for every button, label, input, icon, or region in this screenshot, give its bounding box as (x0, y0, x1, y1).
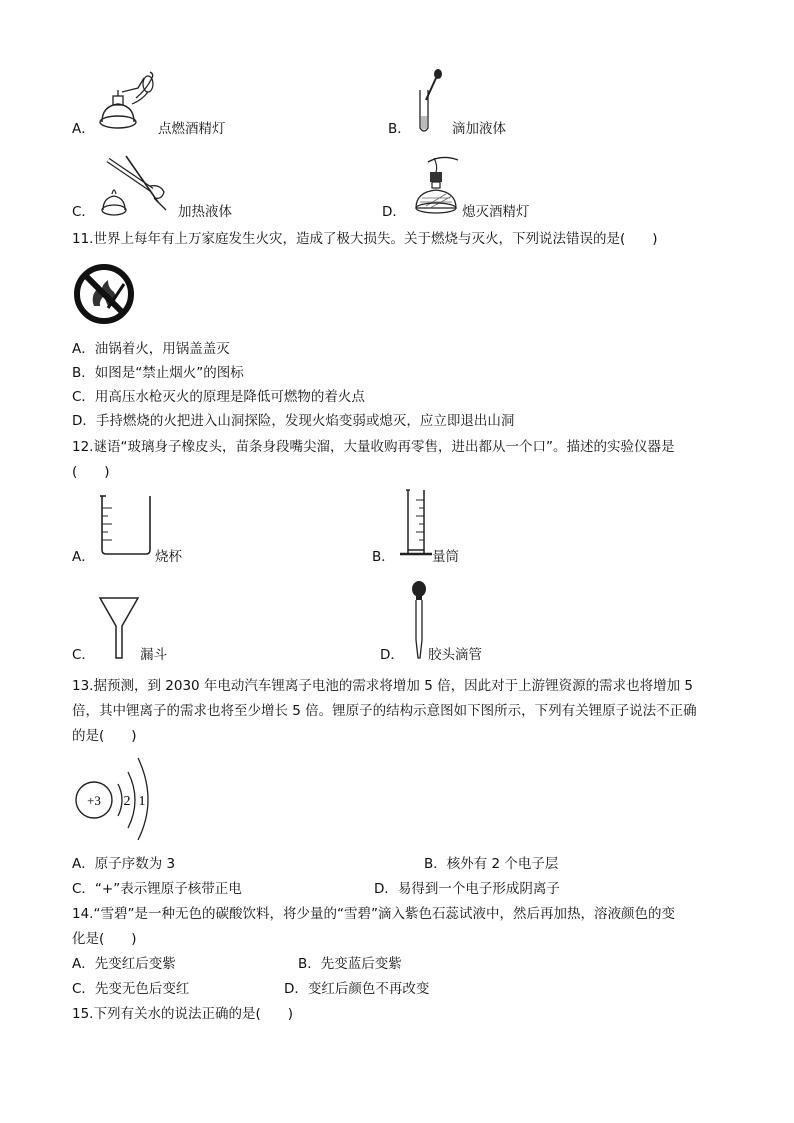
q13-stem-line-2: 倍，其中锂离子的需求也将至少增长 5 倍。锂原子的结构示意图如下图所示，下列有关锂原子说法不正确 (72, 703, 697, 719)
q14-stem-line-2: 化是( ) (72, 931, 137, 947)
shell-1-electron-count: 2 (123, 794, 131, 809)
figure-graduated-cylinder (398, 488, 434, 560)
q10-option-d-label: 熄灭酒精灯 (462, 204, 530, 220)
q13-stem-line-3: 的是( ) (72, 728, 137, 744)
figure-drop-liquid (414, 68, 448, 136)
q14-option-b: B．先变蓝后变紫 (298, 956, 402, 972)
q10-option-d-letter: D． (382, 204, 406, 220)
q12-option-b-label: 量筒 (432, 549, 459, 565)
q15-stem: 15.下列有关水的说法正确的是( ) (72, 1006, 294, 1022)
figure-funnel (98, 596, 140, 662)
q10-option-b-label: 滴加液体 (452, 121, 506, 137)
q14-stem-line-1: 14.“雪碧”是一种无色的碳酸饮料，将少量的“雪碧”滴入紫色石蕊试液中，然后再加热，溶液颜色的变 (72, 906, 675, 922)
q13-option-c: C．“+”表示锂原子核带正电 (72, 881, 242, 897)
no-fireworks-sign-icon (72, 262, 136, 326)
q12-option-a-letter: A． (72, 549, 95, 565)
q11-stem: 11.世界上每年有上万家庭发生火灾，造成了极大损失。关于燃烧与灭火，下列说法错误的是( ) (72, 231, 658, 247)
q10-option-c-letter: C． (72, 204, 95, 220)
q12-option-d-letter: D． (380, 647, 404, 663)
q12-option-d-label: 胶头滴管 (428, 647, 482, 663)
figure-dropper (408, 580, 430, 662)
q14-option-a: A．先变红后变紫 (72, 956, 176, 972)
q12-option-b-letter: B． (372, 549, 395, 565)
q10-option-a-letter: A． (72, 121, 95, 137)
q13-option-b: B．核外有 2 个电子层 (424, 856, 559, 872)
lithium-atom-structure-diagram (72, 752, 158, 842)
q12-option-c-label: 漏斗 (140, 647, 167, 663)
q11-option-b: B．如图是“禁止烟火”的图标 (72, 365, 244, 381)
q12-option-a-label: 烧杯 (155, 549, 182, 565)
q10-option-b-letter: B． (388, 121, 411, 137)
figure-heat-liquid (98, 150, 174, 218)
q12-stem-line-2: ( ) (72, 464, 110, 480)
figure-extinguish-alcohol-lamp (408, 150, 468, 218)
q13-stem-line-1: 13.据预测，到 2030 年电动汽车锂离子电池的需求将增加 5 倍，因此对于上游锂资源的需求也将增加 5 (72, 678, 693, 694)
q11-option-a: A．油锅着火，用锅盖盖灭 (72, 341, 230, 357)
figure-light-alcohol-lamp (96, 70, 158, 132)
q14-option-d: D．变红后颜色不再改变 (284, 981, 430, 997)
q13-option-a: A．原子序数为 3 (72, 856, 176, 872)
figure-beaker (98, 492, 154, 556)
q14-option-c: C．先变无色后变红 (72, 981, 190, 997)
q11-option-d: D．手持燃烧的火把进入山洞探险，发现火焰变弱或熄灭，应立即退出山洞 (72, 413, 515, 429)
shell-2-electron-count: 1 (138, 794, 146, 809)
q12-stem-line-1: 12.谜语“玻璃身子橡皮头，苗条身段嘴尖溜，大量收购再零售，进出都从一个口”。描述的实验仪器是 (72, 439, 675, 455)
q12-option-c-letter: C． (72, 647, 95, 663)
q10-option-a-label: 点燃酒精灯 (158, 121, 226, 137)
q10-option-c-label: 加热液体 (178, 204, 232, 220)
nucleus-charge-label: +3 (87, 793, 101, 808)
q11-option-c: C．用高压水枪灭火的原理是降低可燃物的着火点 (72, 389, 365, 405)
q13-option-d: D．易得到一个电子形成阴离子 (374, 881, 560, 897)
